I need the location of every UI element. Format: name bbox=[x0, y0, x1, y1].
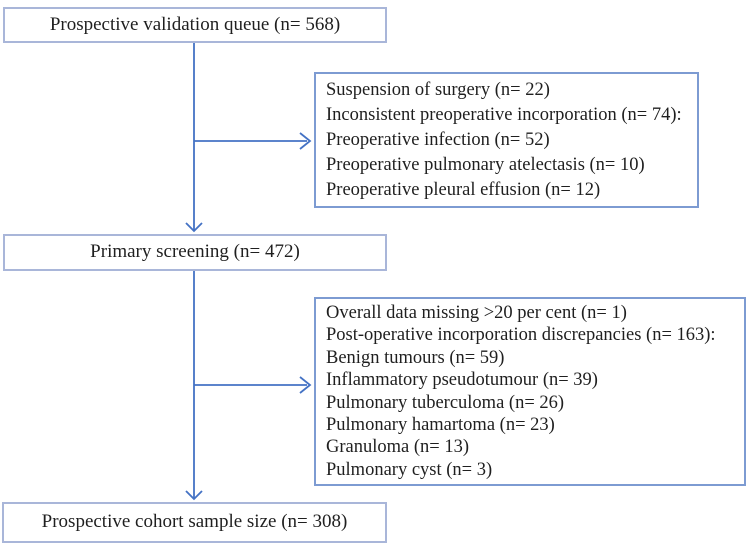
exclusion-box-postoperative bbox=[314, 297, 746, 486]
exclusion-line: Inconsistent preoperative incorporation (n= 74): bbox=[326, 105, 682, 125]
exclusion-line: Benign tumours (n= 59) bbox=[326, 347, 505, 368]
middle-box-primary-screening bbox=[3, 234, 387, 271]
bottom-box-label: Prospective cohort sample size (n= 308) bbox=[41, 511, 348, 533]
top-box-prospective-validation-queue bbox=[3, 7, 387, 43]
exclusion-line: Preoperative pulmonary atelectasis (n= 10) bbox=[326, 155, 645, 175]
exclusion-line: Pulmonary tuberculoma (n= 26) bbox=[326, 392, 565, 413]
exclusion-line: Inflammatory pseudotumour (n= 39) bbox=[326, 370, 598, 391]
exclusion-line: Pulmonary hamartoma (n= 23) bbox=[326, 415, 555, 436]
arrow-branch-to-exclusion-2 bbox=[194, 377, 310, 393]
exclusion-line: Suspension of surgery (n= 22) bbox=[326, 80, 550, 100]
exclusion-line: Pulmonary cyst (n= 3) bbox=[326, 459, 493, 480]
exclusion-line: Granuloma (n= 13) bbox=[326, 437, 469, 458]
exclusion-line: Post-operative incorporation discrepancies (n= 163): bbox=[326, 325, 716, 346]
top-box-label: Prospective validation queue (n= 568) bbox=[49, 13, 341, 35]
arrow-branch-to-exclusion-1 bbox=[194, 133, 310, 149]
exclusion-line: Overall data missing >20 per cent (n= 1) bbox=[326, 303, 627, 323]
exclusion-line: Preoperative infection (n= 52) bbox=[326, 130, 550, 150]
exclusion-line: Preoperative pleural effusion (n= 12) bbox=[326, 180, 601, 200]
bottom-box-prospective-cohort-sample-size bbox=[2, 502, 387, 543]
exclusion-box-preoperative bbox=[314, 72, 699, 208]
arrow-top-to-middle bbox=[186, 43, 202, 231]
middle-box-label: Primary screening (n= 472) bbox=[90, 241, 300, 263]
